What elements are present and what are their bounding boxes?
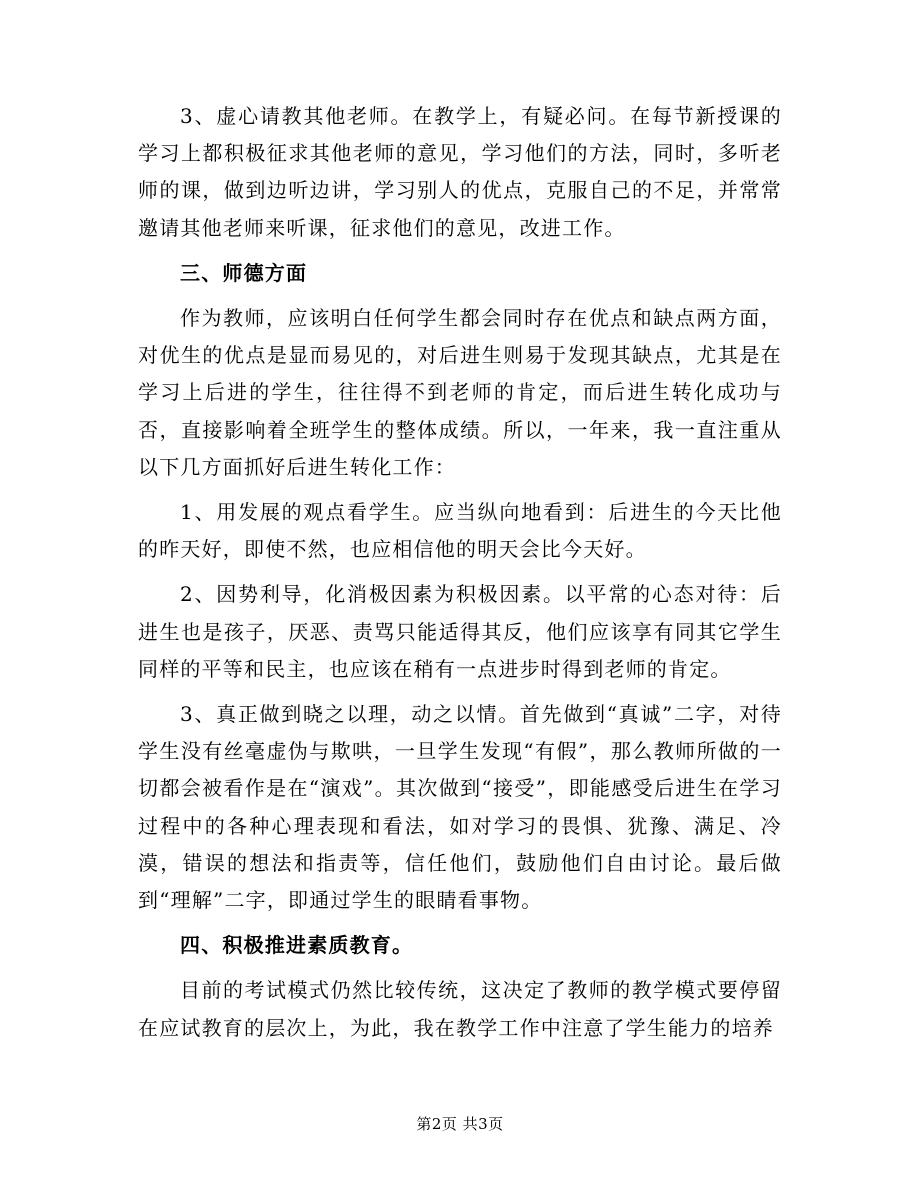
paragraph-teacher-role: 作为教师，应该明白任何学生都会同时存在优点和缺点两方面，对优生的优点是显而易见的，对后进生则易于发现其缺点，尤其是在学习上后进的学生，往往得不到老师的肯定，而后进生转化成功与否，直接影响着全班学生的整体成绩。所以，一年来，我一直注重从以下几方面抓好后进生转化工作： xyxy=(138,306,782,479)
paragraph-consult-teachers: 3、虚心请教其他老师。在教学上，有疑必问。在每节新授课的学习上都积极征求其他老师的意见，学习他们的方法，同时，多听老师的课，做到边听边讲，学习别人的优点，克服自己的不足，并常常邀请其他老师来听课，征求他们的意见，改进工作。 xyxy=(138,104,782,240)
heading-quality-education: 四、积极推进素质教育。 xyxy=(180,933,414,958)
paragraph-exam-model: 目前的考试模式仍然比较传统，这决定了教师的教学模式要停留在应试教育的层次上，为此，我在教学工作中注意了学生能力的培养 xyxy=(138,978,782,1040)
paragraph-guidance: 2、因势利导，化消极因素为积极因素。以平常的心态对待：后进生也是孩子，厌恶、责骂只能适得其反，他们应该享有同其它学生同样的平等和民主，也应该在稍有一点进步时得到老师的肯定。 xyxy=(138,582,782,681)
paragraph-reason-emotion: 3、真正做到晓之以理，动之以情。首先做到“真诚”二字，对待学生没有丝毫虚伪与欺哄，一旦学生发现“有假”，那么教师所做的一切都会被看作是在“演戏”。其次做到“接受”，即能感受后进生在学习过程中的各种心理表现和看法，如对学习的畏惧、犹豫、满足、冷漠，错误的想法和指责等，信任他们，鼓励他们自由讨论。最后做到“理解”二字，即通过学生的眼睛看事物。 xyxy=(138,702,782,913)
heading-teacher-ethics: 三、师德方面 xyxy=(180,260,308,285)
document-body xyxy=(138,98,782,1047)
page-number: 第2页 共3页 xyxy=(416,1115,504,1133)
paragraph-development-view: 1、用发展的观点看学生。应当纵向地看到：后进生的今天比他的昨天好，即使不然，也应相信他的明天会比今天好。 xyxy=(138,500,782,562)
